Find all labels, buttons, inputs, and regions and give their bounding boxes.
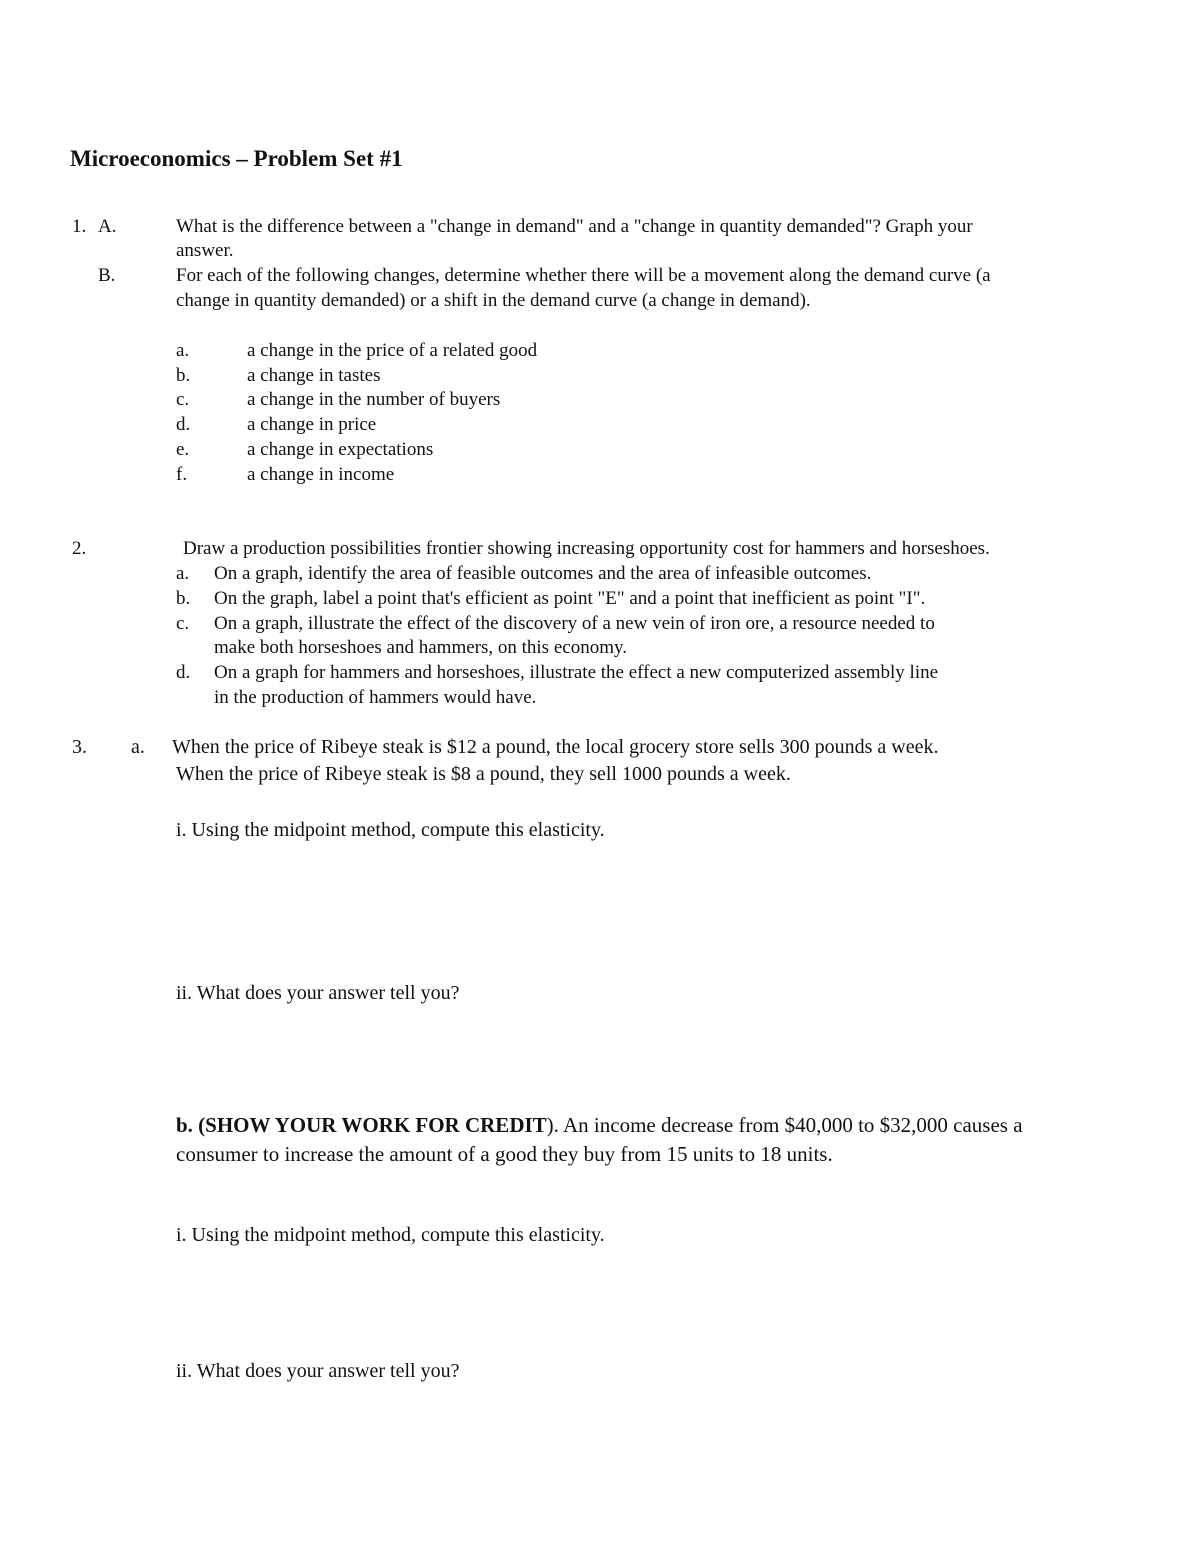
q3-b-subquestion-ii: ii. What does your answer tell you? bbox=[176, 1360, 460, 1382]
q2-item-label: c. bbox=[176, 613, 190, 634]
q3-part-b-line1-rest: ). An income decrease from $40,000 to $32,000 causes a bbox=[546, 1113, 1023, 1137]
q3-part-b-bold-prefix: b. (SHOW YOUR WORK FOR CREDIT bbox=[176, 1113, 547, 1137]
q3-part-b-line1 bbox=[176, 1115, 1023, 1136]
q1-item-label: e. bbox=[176, 439, 190, 460]
q1-item-label: c. bbox=[176, 389, 190, 410]
q1-item-text: a change in tastes bbox=[247, 365, 381, 386]
q3-a-subquestion-i: i. Using the midpoint method, compute this elasticity. bbox=[176, 819, 605, 841]
q2-item-text: On a graph, identify the area of feasible outcomes and the area of infeasible outcomes. bbox=[214, 563, 872, 584]
q3-part-a-text-line2: When the price of Ribeye steak is $8 a pound, they sell 1000 pounds a week. bbox=[176, 763, 791, 785]
q1-part-b-text-line1: For each of the following changes, determine whether there will be a movement along the demand curve (a bbox=[176, 265, 991, 286]
q1-item-label: f. bbox=[176, 464, 188, 485]
q2-item-label: b. bbox=[176, 588, 191, 609]
q3-part-b-line2: consumer to increase the amount of a good they buy from 15 units to 18 units. bbox=[176, 1142, 833, 1166]
q2-number: 2. bbox=[72, 538, 87, 559]
page-title: Microeconomics – Problem Set #1 bbox=[70, 146, 403, 171]
q2-item-label: a. bbox=[176, 563, 190, 584]
q1-item-label: a. bbox=[176, 340, 190, 361]
q1-part-a-text-line2: answer. bbox=[176, 240, 234, 261]
q1-item-text: a change in price bbox=[247, 414, 377, 435]
q1-item-text: a change in expectations bbox=[247, 439, 434, 460]
q1-item-label: d. bbox=[176, 414, 191, 435]
q1-item-text: a change in the number of buyers bbox=[247, 389, 501, 410]
q1-item-text: a change in the price of a related good bbox=[247, 340, 538, 361]
q1-number: 1. bbox=[72, 216, 87, 237]
q2-item-label: d. bbox=[176, 662, 191, 683]
q1-part-b-text-line2: change in quantity demanded) or a shift in the demand curve (a change in demand). bbox=[176, 290, 811, 311]
q2-item-text-continued: in the production of hammers would have. bbox=[214, 687, 537, 708]
q3-part-a-label: a. bbox=[131, 736, 145, 758]
q2-item-text: On the graph, label a point that's efficient as point "E" and a point that inefficient as point "I". bbox=[214, 588, 926, 609]
q2-intro: Draw a production possibilities frontier showing increasing opportunity cost for hammers and horseshoes. bbox=[183, 538, 990, 559]
q2-item-text: On a graph, illustrate the effect of the discovery of a new vein of iron ore, a resource needed to bbox=[214, 613, 935, 634]
q3-b-subquestion-i: i. Using the midpoint method, compute this elasticity. bbox=[176, 1224, 605, 1246]
q1-item-text: a change in income bbox=[247, 464, 395, 485]
q2-item-text-continued: make both horseshoes and hammers, on this economy. bbox=[214, 637, 627, 658]
q3-a-subquestion-ii: ii. What does your answer tell you? bbox=[176, 982, 460, 1004]
q3-part-a-text-line1: When the price of Ribeye steak is $12 a pound, the local grocery store sells 300 pounds a week. bbox=[172, 736, 939, 758]
q2-item-text: On a graph for hammers and horseshoes, illustrate the effect a new computerized assembly line bbox=[214, 662, 939, 683]
q1-item-label: b. bbox=[176, 365, 191, 386]
q3-number: 3. bbox=[72, 736, 87, 758]
q1-part-b-label: B. bbox=[98, 265, 116, 286]
q1-part-a-text-line1: What is the difference between a "change in demand" and a "change in quantity demanded"? Graph your bbox=[176, 216, 973, 237]
q1-part-a-label: A. bbox=[98, 216, 117, 237]
